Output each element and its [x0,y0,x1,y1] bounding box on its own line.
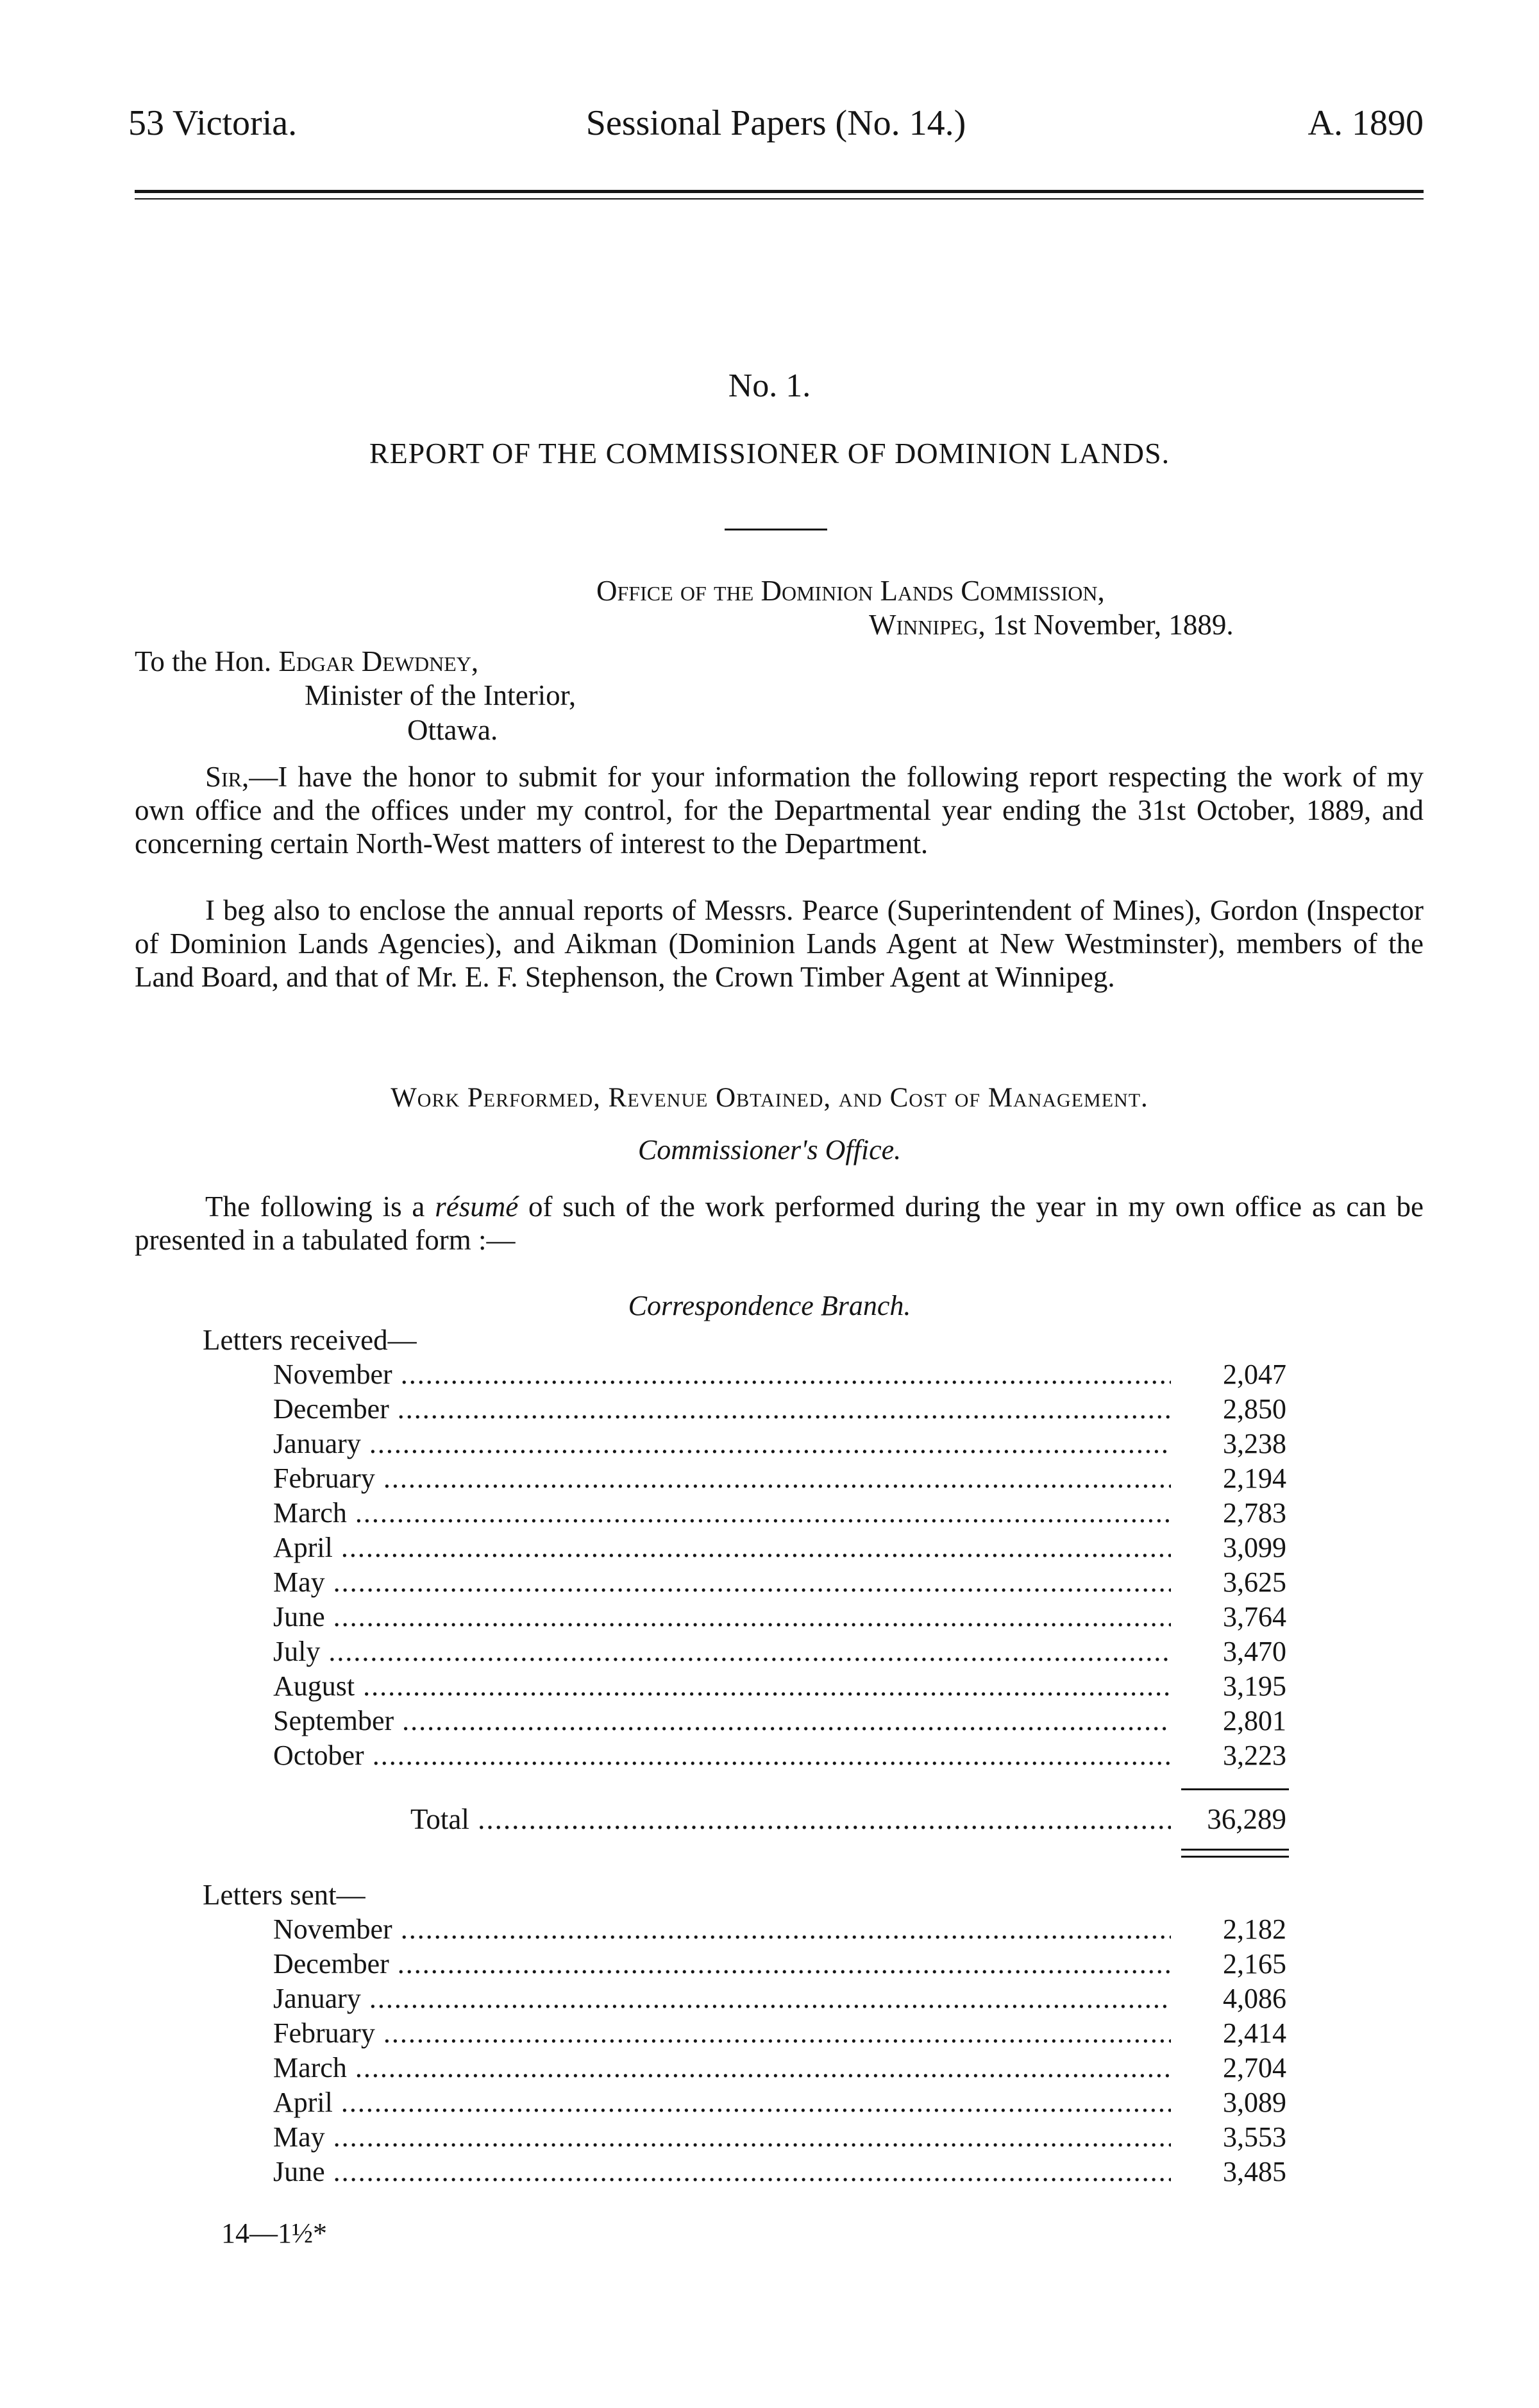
row-value: 2,165 [1223,1948,1286,1980]
table-row [273,1531,1286,1566]
header-right: A. 1890 [1308,103,1424,143]
row-month: March ..... [273,1497,1171,1529]
row-month: January ..... [273,1427,1171,1460]
row-value: 2,182 [1223,1913,1286,1945]
total-value: 36,289 [1207,1803,1286,1835]
office-line: Office of the Dominion Lands Commission, [596,575,1105,607]
table-row [273,1358,1286,1393]
office-place-date [869,608,1234,641]
table-row [273,1704,1286,1739]
document-number: No. 1. [728,368,811,404]
total-label: Total ..... [410,1802,1171,1836]
row-value: 3,099 [1223,1532,1286,1563]
row-value: 2,801 [1223,1705,1286,1736]
total-double-rule-upper [1181,1849,1289,1851]
row-value: 3,625 [1223,1566,1286,1598]
table-row [273,2051,1286,2086]
table-row [273,2086,1286,2121]
table-row [273,2017,1286,2051]
row-value: 3,195 [1223,1670,1286,1702]
row-value: 2,704 [1223,2052,1286,2083]
total-row [410,1802,1286,1841]
address-name-suffix: , [471,645,479,677]
row-value: 3,553 [1223,2121,1286,2153]
table-row [273,1947,1286,1982]
paragraph-1 [135,760,1424,860]
address-name: Edgar Dewdney [278,645,471,677]
office-date: , 1st November, 1889. [978,609,1234,641]
section-heading: Work Performed, Revenue Obtained, and Cost of Management. [391,1083,1148,1113]
header-center: Sessional Papers (No. 14.) [585,103,966,143]
row-value: 2,783 [1223,1497,1286,1529]
row-value: 3,485 [1223,2156,1286,2187]
table-row [273,1913,1286,1947]
row-value: 3,223 [1223,1740,1286,1771]
row-month: December ..... [273,1947,1171,1980]
running-header [128,103,1424,160]
row-month: February ..... [273,1462,1171,1495]
row-month: June ..... [273,1600,1171,1633]
table-row [273,1739,1286,1774]
row-value: 3,238 [1223,1428,1286,1459]
row-month: August ..... [273,1670,1171,1702]
address-to [135,645,478,678]
table-row [273,2121,1286,2155]
table-row [273,1600,1286,1635]
row-month: May ..... [273,2121,1171,2153]
row-value: 2,850 [1223,1393,1286,1425]
row-value: 3,470 [1223,1636,1286,1667]
row-month: December ..... [273,1393,1171,1425]
table-row [273,1427,1286,1462]
table-row [273,1393,1286,1427]
paragraph-2: I beg also to enclose the annual reports of Messrs. Pearce (Superintendent of Mines), Gordon (Inspector of Dominion Lands Agencies), and Aikman (Dominion Lands Agent at New Westminster), members of the Land Board, and that of Mr. E. F. Stephenson, the Crown Timber Agent at Winnipeg. [135,894,1424,993]
address-city: Ottawa. [407,714,498,746]
paragraph-3 [135,1190,1424,1257]
document-title: REPORT OF THE COMMISSIONER OF DOMINION LANDS. [369,437,1170,470]
paragraph-3-start: The following is a [205,1191,435,1223]
row-value: 2,414 [1223,2017,1286,2049]
office-place: Winnipeg [869,609,979,641]
table-row [273,1982,1286,2017]
row-month: November ..... [273,1913,1171,1946]
paragraph-3-end: of such of the work performed during the year in my own office as can be presented in a tabulated form :— [135,1191,1424,1256]
subsection-heading: Commissioner's Office. [637,1134,902,1166]
row-month: April ..... [273,2086,1171,2119]
row-value: 3,764 [1223,1601,1286,1632]
row-value: 3,089 [1223,2087,1286,2118]
address-title: Minister of the Interior, [305,679,576,711]
table-row [273,1635,1286,1670]
row-month: March ..... [273,2051,1171,2084]
letters-received-label: Letters received— [203,1324,417,1356]
table-row [273,2155,1286,2190]
header-rule-thick [135,190,1424,193]
table-row [273,1462,1286,1497]
table-row [273,1670,1286,1704]
row-month: October ..... [273,1739,1171,1772]
row-month: June ..... [273,2155,1171,2188]
row-month: September ..... [273,1704,1171,1737]
header-left: 53 Victoria. [128,103,298,143]
row-month: January ..... [273,1982,1171,2015]
row-value: 2,047 [1223,1359,1286,1390]
row-value: 2,194 [1223,1463,1286,1494]
paragraph-1-text: ,—I have the honor to submit for your information the following report respecting the work of my own office and the offices under my control, for the Departmental year ending the 31st October, 1889, and concerning certain North-West matters of interest to the Department. [135,761,1424,860]
row-month: July ..... [273,1635,1171,1668]
row-month: May ..... [273,1566,1171,1598]
table-row [273,1566,1286,1600]
paragraph-3-italic: résumé [435,1191,519,1223]
row-month: February ..... [273,2017,1171,2049]
row-value: 4,086 [1223,1983,1286,2014]
signature-mark: 14—1½* [221,2217,327,2249]
total-rule [1181,1788,1289,1790]
header-rule-thin [135,198,1424,199]
row-month: April ..... [273,1531,1171,1564]
total-double-rule-lower [1181,1856,1289,1858]
title-divider [725,529,827,530]
branch-heading: Correspondence Branch. [628,1290,911,1321]
table-row [273,1497,1286,1531]
salutation: Sir [205,761,242,793]
address-prefix: To the Hon. [135,645,279,677]
letters-sent-label: Letters sent— [203,1879,366,1911]
row-month: November ..... [273,1358,1171,1391]
